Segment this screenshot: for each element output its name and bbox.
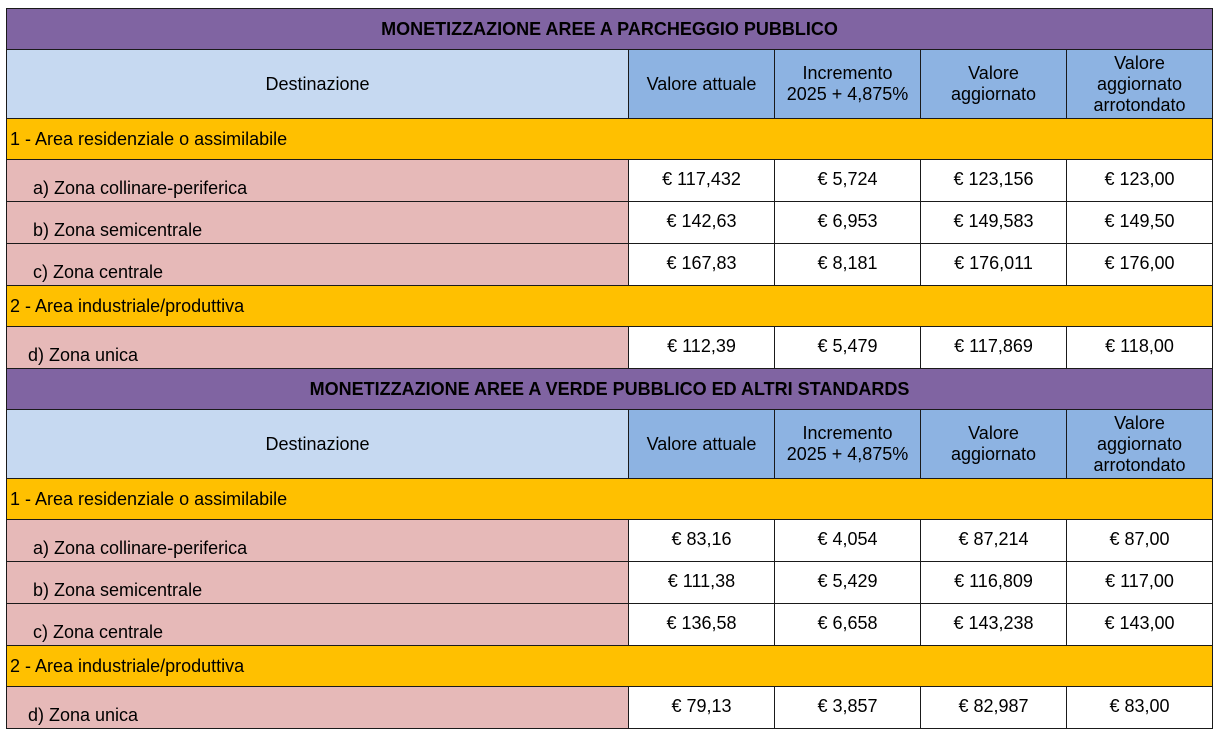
valore-attuale-cell: € 83,16 xyxy=(629,520,775,562)
zona-cell: c) Zona centrale xyxy=(7,244,629,286)
incremento-cell: € 6,953 xyxy=(775,202,921,244)
arrotondato-cell: € 176,00 xyxy=(1067,244,1213,286)
header-row xyxy=(7,410,1213,479)
header-arrotondato-line3: arrotondato xyxy=(1093,94,1186,115)
header-incremento-line2: 2025 + 4,875% xyxy=(786,84,909,104)
header-valore-aggiornato-line2: aggiornato xyxy=(950,444,1037,464)
arrotondato-cell: € 149,50 xyxy=(1067,202,1213,244)
header-destinazione: Destinazione xyxy=(7,410,629,479)
arrotondato-cell: € 117,00 xyxy=(1067,562,1213,604)
header-valore-attuale: Valore attuale xyxy=(629,410,775,479)
header-valore-aggiornato-line2: aggiornato xyxy=(950,84,1037,104)
valore-aggiornato-cell: € 87,214 xyxy=(921,520,1067,562)
valore-aggiornato-cell: € 117,869 xyxy=(921,327,1067,369)
incremento-cell: € 3,857 xyxy=(775,687,921,729)
header-arrotondato-line1: Valore xyxy=(1114,412,1165,433)
valore-attuale-cell: € 142,63 xyxy=(629,202,775,244)
header-arrotondato-line2: aggiornato xyxy=(1096,73,1183,94)
arrotondato-cell: € 123,00 xyxy=(1067,160,1213,202)
incremento-cell: € 5,429 xyxy=(775,562,921,604)
incremento-cell: € 4,054 xyxy=(775,520,921,562)
valore-aggiornato-cell: € 123,156 xyxy=(921,160,1067,202)
arrotondato-cell: € 118,00 xyxy=(1067,327,1213,369)
table-row xyxy=(7,202,1213,244)
section-title: MONETIZZAZIONE AREE A PARCHEGGIO PUBBLICO xyxy=(7,9,1213,50)
header-valore-aggiornato-line1: Valore xyxy=(968,63,1019,83)
arrotondato-cell: € 87,00 xyxy=(1067,520,1213,562)
arrotondato-cell: € 83,00 xyxy=(1067,687,1213,729)
header-incremento-line2: 2025 + 4,875% xyxy=(786,444,909,464)
incremento-cell: € 5,724 xyxy=(775,160,921,202)
valore-aggiornato-cell: € 82,987 xyxy=(921,687,1067,729)
header-incremento-line1: Incremento xyxy=(802,63,893,83)
header-row xyxy=(7,50,1213,119)
incremento-cell: € 6,658 xyxy=(775,604,921,646)
section-title-row xyxy=(7,369,1213,410)
valore-attuale-cell: € 167,83 xyxy=(629,244,775,286)
header-arrotondato-line1: Valore xyxy=(1114,52,1165,73)
valore-aggiornato-cell: € 116,809 xyxy=(921,562,1067,604)
header-arrotondato xyxy=(1067,410,1213,479)
header-arrotondato-line3: arrotondato xyxy=(1093,454,1186,475)
header-valore-aggiornato xyxy=(921,50,1067,119)
table-row xyxy=(7,604,1213,646)
category-row xyxy=(7,286,1213,327)
zona-cell: a) Zona collinare-periferica xyxy=(7,160,629,202)
table-row xyxy=(7,244,1213,286)
table-row xyxy=(7,687,1213,729)
zona-cell: d) Zona unica xyxy=(7,687,629,729)
monetizzazione-table-wrapper xyxy=(6,8,1213,729)
valore-attuale-cell: € 111,38 xyxy=(629,562,775,604)
header-valore-attuale: Valore attuale xyxy=(629,50,775,119)
valore-aggiornato-cell: € 176,011 xyxy=(921,244,1067,286)
section-title-row xyxy=(7,9,1213,50)
arrotondato-cell: € 143,00 xyxy=(1067,604,1213,646)
header-incremento-line1: Incremento xyxy=(802,423,893,443)
table-row xyxy=(7,327,1213,369)
category-row xyxy=(7,119,1213,160)
valore-attuale-cell: € 117,432 xyxy=(629,160,775,202)
valore-attuale-cell: € 136,58 xyxy=(629,604,775,646)
valore-aggiornato-cell: € 143,238 xyxy=(921,604,1067,646)
header-valore-aggiornato-line1: Valore xyxy=(968,423,1019,443)
zona-cell: b) Zona semicentrale xyxy=(7,562,629,604)
incremento-cell: € 5,479 xyxy=(775,327,921,369)
header-valore-aggiornato xyxy=(921,410,1067,479)
zona-cell: a) Zona collinare-periferica xyxy=(7,520,629,562)
category-row xyxy=(7,479,1213,520)
section-title: MONETIZZAZIONE AREE A VERDE PUBBLICO ED ALTRI STANDARDS xyxy=(7,369,1213,410)
table-row xyxy=(7,520,1213,562)
category-row xyxy=(7,646,1213,687)
category-label: 1 - Area residenziale o assimilabile xyxy=(7,479,1213,520)
category-label: 2 - Area industriale/produttiva xyxy=(7,646,1213,687)
header-arrotondato-line2: aggiornato xyxy=(1096,433,1183,454)
header-arrotondato xyxy=(1067,50,1213,119)
valore-attuale-cell: € 79,13 xyxy=(629,687,775,729)
zona-cell: d) Zona unica xyxy=(7,327,629,369)
zona-cell: b) Zona semicentrale xyxy=(7,202,629,244)
header-incremento xyxy=(775,410,921,479)
category-label: 1 - Area residenziale o assimilabile xyxy=(7,119,1213,160)
header-destinazione: Destinazione xyxy=(7,50,629,119)
zona-cell: c) Zona centrale xyxy=(7,604,629,646)
header-incremento xyxy=(775,50,921,119)
incremento-cell: € 8,181 xyxy=(775,244,921,286)
valore-aggiornato-cell: € 149,583 xyxy=(921,202,1067,244)
monetizzazione-table xyxy=(6,8,1213,729)
valore-attuale-cell: € 112,39 xyxy=(629,327,775,369)
category-label: 2 - Area industriale/produttiva xyxy=(7,286,1213,327)
table-row xyxy=(7,160,1213,202)
table-row xyxy=(7,562,1213,604)
